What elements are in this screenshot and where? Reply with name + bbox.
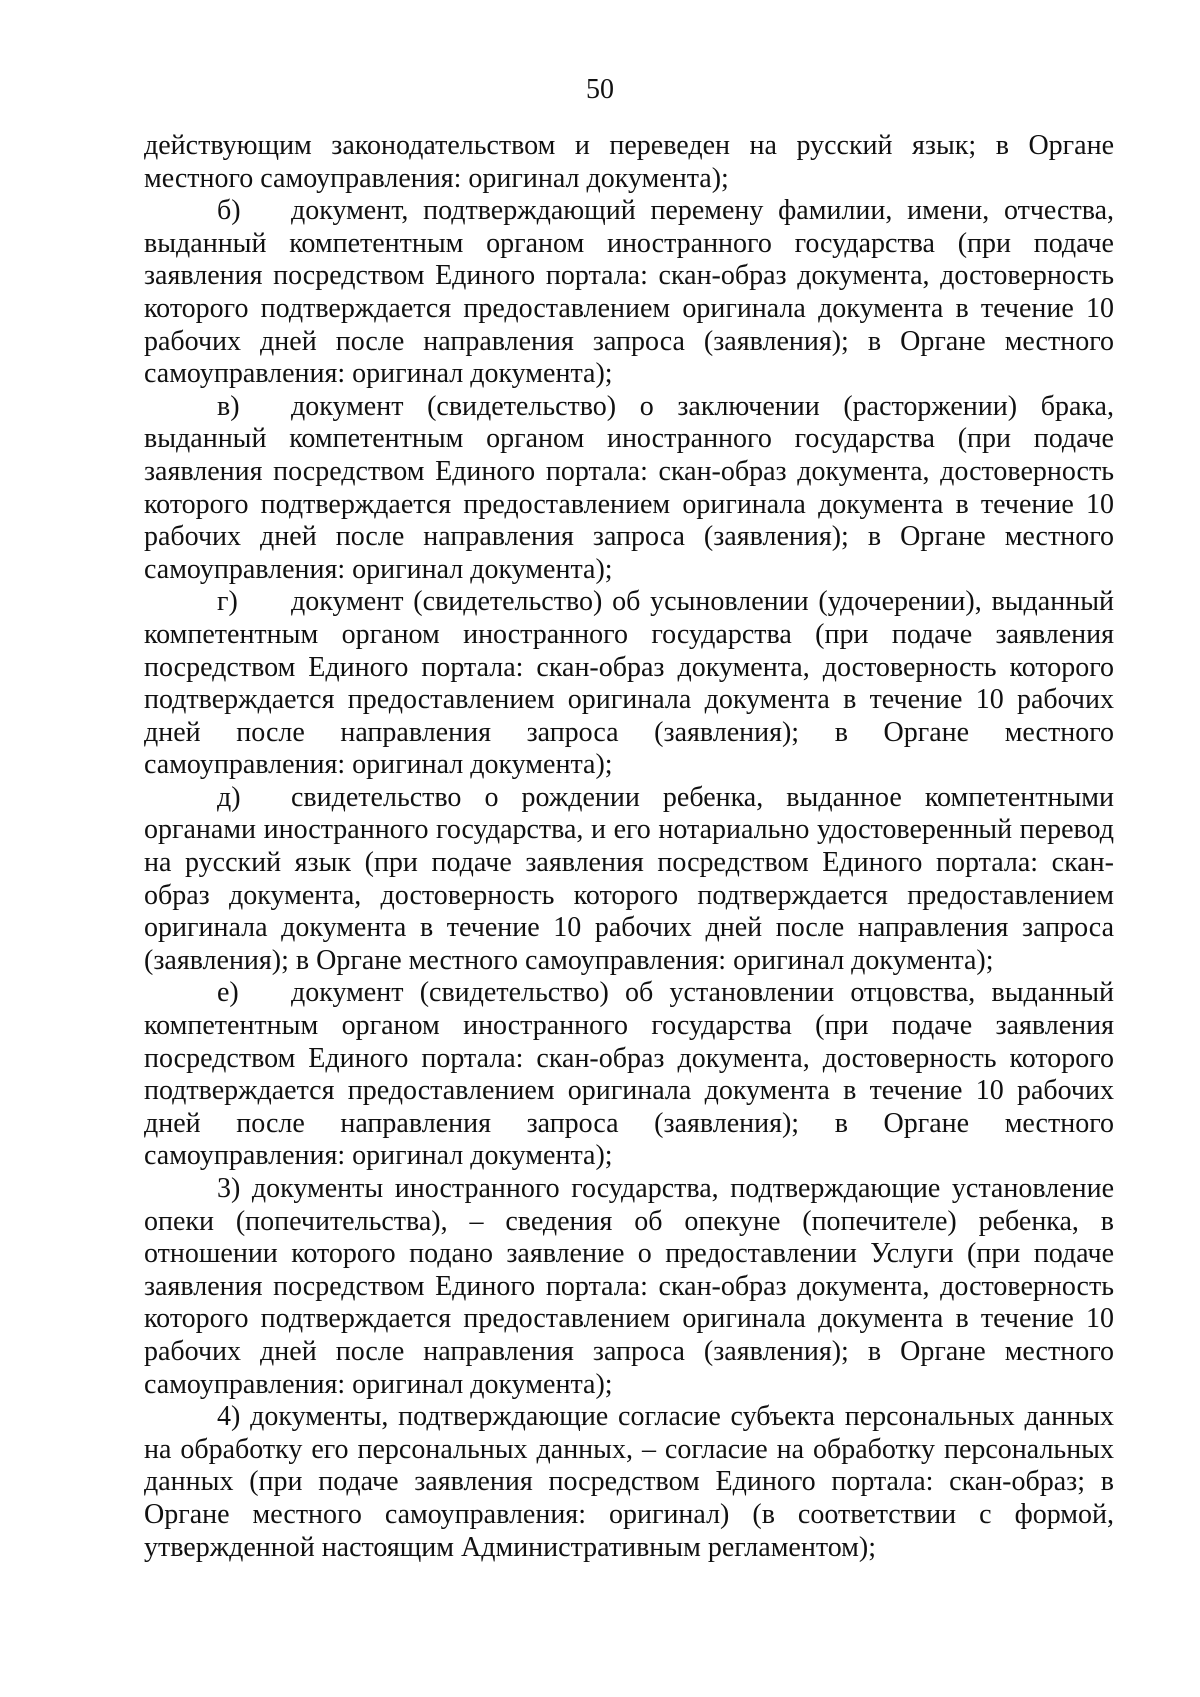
paragraph-item-4: 4) документы, подтверждающие согласие субъекта персональных данных на обработку его персональных данных, – согласие на обработку персональных данных (при подаче заявления посредством Единого портала: скан-образ; в Органе местного самоуправления: оригинал) (в соответствии с формой, утвержденной настоящим Административным регламентом); [144,1401,1114,1563]
item-text-e: документ (свидетельство) об установлении отцовства, выданный компетентным органом иностранного государства (при подаче заявления посредством Единого портала: скан-образ документа, достоверность которого подтверждается предоставлением оригинала документа в течение 10 рабочих дней после направления запроса (заявления); в Органе местного самоуправления: оригинал документа); [144,977,1114,1172]
item-marker-b: б) [217,195,241,227]
item-marker-v: в) [217,390,240,422]
item-text-d: свидетельство о рождении ребенка, выданное компетентными органами иностранного государства, и его нотариально удостоверенный перевод на русский язык (при подаче заявления посредством Единого портала: скан-образ документа, достоверность которого подтверждается предоставлением оригинала документа в течение 10 рабочих дней после направления запроса (заявления); в Органе местного самоуправления: оригинал документа); [144,781,1114,976]
paragraph-item-v [144,391,1114,587]
page-number: 50 [586,74,614,105]
item-marker-e: е) [217,977,239,1009]
item-text-g: документ (свидетельство) об усыновлении (удочерении), выданный компетентным органом иностранного государства (при подаче заявления посредством Единого портала: скан-образ документа, достоверность которого подтверждается предоставлением оригинала документа в течение 10 рабочих дней после направления запроса (заявления); в Органе местного самоуправления: оригинал документа); [144,586,1114,781]
item-marker-g: г) [217,586,238,618]
paragraph-item-g [144,586,1114,782]
item-marker-d: д) [217,781,241,813]
paragraph-item-b [144,195,1114,391]
paragraph-continuation: действующим законодательством и переведен на русский язык; в Органе местного самоуправления: оригинал документа); [144,130,1114,194]
item-text-v: документ (свидетельство) о заключении (расторжении) брака, выданный компетентным органом иностранного государства (при подаче заявления посредством Единого портала: скан-образ документа, достоверность которого подтверждается предоставлением оригинала документа в течение 10 рабочих дней после направления запроса (заявления); в Органе местного самоуправления: оригинал документа); [144,390,1114,585]
paragraph-item-d [144,782,1114,978]
paragraph-item-3: 3) документы иностранного государства, подтверждающие установление опеки (попечительства), – сведения об опекуне (попечителе) ребенка, в отношении которого подано заявление о предоставлении Услуги (при подаче заявления посредством Единого портала: скан-образ документа, достоверность которого подтверждается предоставлением оригинала документа в течение 10 рабочих дней после направления запроса (заявления); в Органе местного самоуправления: оригинал документа); [144,1173,1114,1400]
document-body [144,130,1114,1564]
paragraph-item-e [144,977,1114,1173]
item-text-b: документ, подтверждающий перемену фамилии, имени, отчества, выданный компетентным органом иностранного государства (при подаче заявления посредством Единого портала: скан-образ документа, достоверность которого подтверждается предоставлением оригинала документа в течение 10 рабочих дней после направления запроса (заявления); в Органе местного самоуправления: оригинал документа); [144,195,1114,390]
